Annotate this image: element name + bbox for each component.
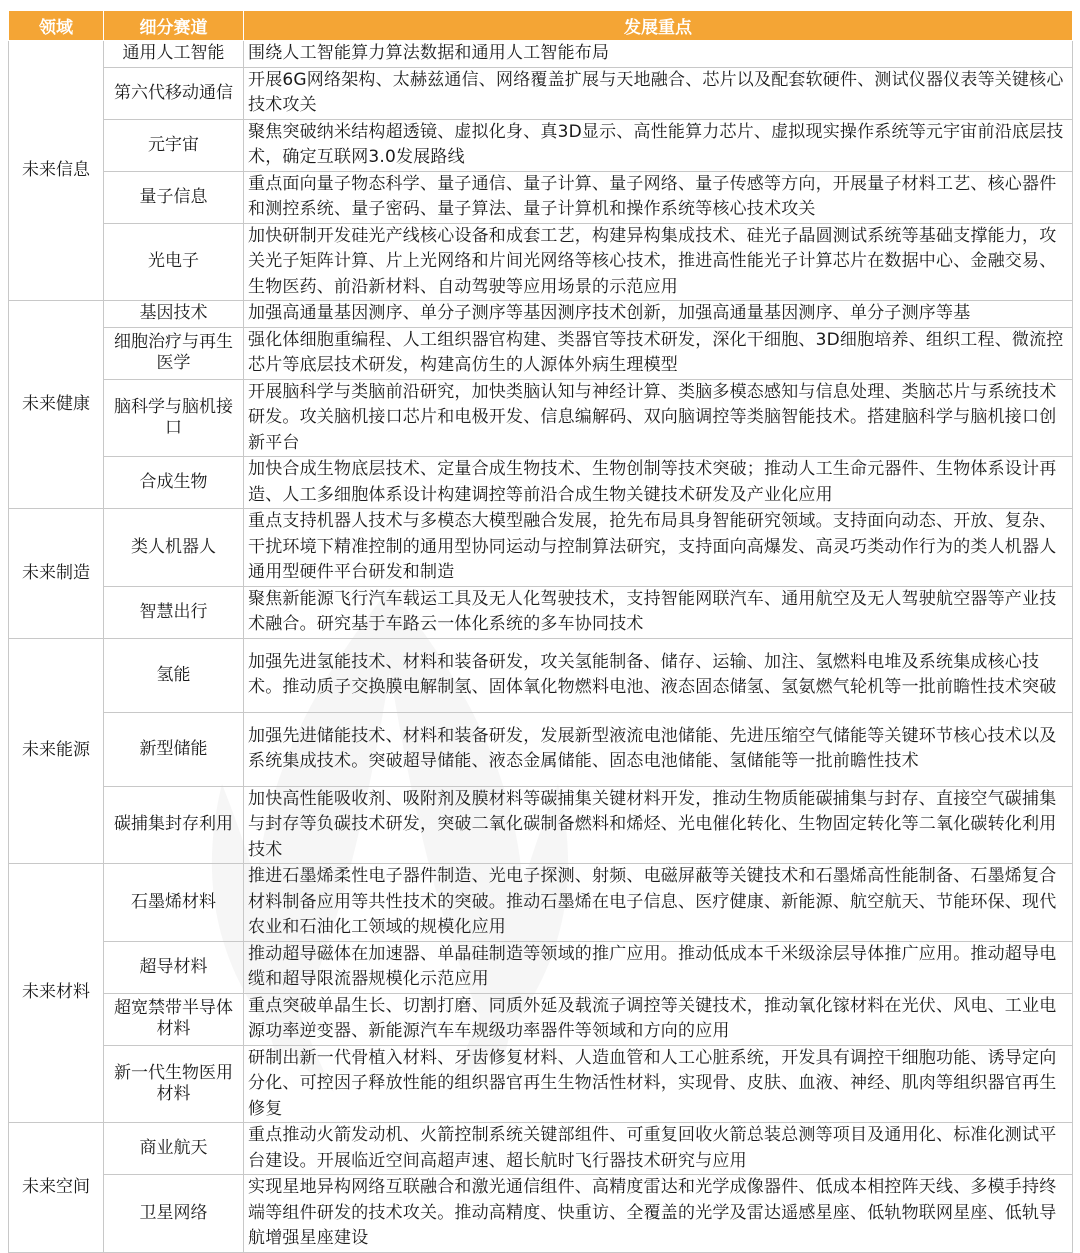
track-cell: 第六代移动通信: [104, 67, 244, 119]
focus-cell: 加快高性能吸收剂、吸附剂及膜材料等碳捕集关键材料开发，推动生物质能碳捕集与封存、直接空气碳捕集与封存等负碳技术研发，突破二氧化碳制备燃料和烯烃、光电催化转化、生物固定转化等二氧化碳转化利用技术: [244, 786, 1073, 864]
focus-cell: 加强高通量基因测序、单分子测序等基因测序技术创新，加强高通量基因测序、单分子测序等基: [244, 301, 1073, 328]
domain-cell: 未来空间: [9, 1123, 104, 1253]
track-cell: 超宽禁带半导体材料: [104, 993, 244, 1045]
track-cell: 超导材料: [104, 941, 244, 993]
focus-cell: 实现星地异构网络互联融合和激光通信组件、高精度雷达和光学成像器件、低成本相控阵天线、多模手持终端等组件研发的技术攻关。推动高精度、快重访、全覆盖的光学及雷达遥感星座、低轨物联网星座、低轨导航增强星座建设: [244, 1175, 1073, 1253]
track-cell: 卫星网络: [104, 1175, 244, 1253]
domain-cell: 未来信息: [9, 41, 104, 301]
domain-cell: 未来健康: [9, 301, 104, 509]
table-row: [9, 993, 1073, 1045]
table-row: [9, 786, 1073, 864]
track-cell: 基因技术: [104, 301, 244, 328]
table-row: [9, 223, 1073, 301]
table-row: [9, 712, 1073, 786]
track-cell: 量子信息: [104, 171, 244, 223]
track-cell: 合成生物: [104, 457, 244, 509]
table-row: [9, 1045, 1073, 1123]
table-row: [9, 171, 1073, 223]
table-row: [9, 586, 1073, 638]
focus-cell: 推进石墨烯柔性电子器件制造、光电子探测、射频、电磁屏蔽等关键技术和石墨烯高性能制备、石墨烯复合材料制备应用等共性技术的突破。推动石墨烯在电子信息、医疗健康、新能源、航空航天、节能环保、现代农业和石油化工领域的规模化应用: [244, 864, 1073, 942]
focus-cell: 围绕人工智能算力算法数据和通用人工智能布局: [244, 41, 1073, 68]
focus-cell: 开展脑科学与类脑前沿研究，加快类脑认知与神经计算、类脑多模态感知与信息处理、类脑芯片与系统技术研发。攻关脑机接口芯片和电极开发、信息编解码、双向脑调控等类脑智能技术。搭建脑科学与脑机接口创新平台: [244, 379, 1073, 457]
domain-cell: 未来制造: [9, 509, 104, 639]
table-row: [9, 119, 1073, 171]
track-cell: 商业航天: [104, 1123, 244, 1175]
table-row: [9, 1123, 1073, 1175]
track-cell: 元宇宙: [104, 119, 244, 171]
track-cell: 智慧出行: [104, 586, 244, 638]
focus-cell: 重点面向量子物态科学、量子通信、量子计算、量子网络、量子传感等方向，开展量子材料工艺、核心器件和测控系统、量子密码、量子算法、量子计算机和操作系统等核心技术攻关: [244, 171, 1073, 223]
focus-cell: 聚焦新能源飞行汽车载运工具及无人化驾驶技术，支持智能网联汽车、通用航空及无人驾驶航空器等产业技术融合。研究基于车路云一体化系统的多车协同技术: [244, 586, 1073, 638]
focus-cell: 加强先进储能技术、材料和装备研发，发展新型液流电池储能、先进压缩空气储能等关键环节核心技术以及系统集成技术。突破超导储能、液态金属储能、固态电池储能、氢储能等一批前瞻性技术: [244, 712, 1073, 786]
track-cell: 通用人工智能: [104, 41, 244, 68]
focus-cell: 开展6G网络架构、太赫兹通信、网络覆盖扩展与天地融合、芯片以及配套软硬件、测试仪器仪表等关键核心技术攻关: [244, 67, 1073, 119]
table-row: [9, 509, 1073, 587]
focus-cell: 加快研制开发硅光产线核心设备和成套工艺，构建异构集成技术、硅光子晶圆测试系统等基础支撑能力，攻关光子矩阵计算、片上光网络和片间光网络等核心技术，推进高性能光子计算芯片在数据中心、金融交易、生物医药、前沿新材料、自动驾驶等应用场景的示范应用: [244, 223, 1073, 301]
track-cell: 石墨烯材料: [104, 864, 244, 942]
focus-cell: 重点突破单晶生长、切割打磨、同质外延及载流子调控等关键技术，推动氧化镓材料在光伏、风电、工业电源功率逆变器、新能源汽车车规级功率器件等领域和方向的应用: [244, 993, 1073, 1045]
track-cell: 新型储能: [104, 712, 244, 786]
focus-cell: 聚焦突破纳米结构超透镜、虚拟化身、真3D显示、高性能算力芯片、虚拟现实操作系统等元宇宙前沿底层技术，确定互联网3.0发展路线: [244, 119, 1073, 171]
table-row: [9, 301, 1073, 328]
focus-cell: 加强先进氢能技术、材料和装备研发，攻关氢能制备、储存、运输、加注、氢燃料电堆及系统集成核心技术。推动质子交换膜电解制氢、固体氧化物燃料电池、液态固态储氢、氢氨燃气轮机等一批前瞻性技术突破: [244, 638, 1073, 712]
domain-cell: 未来能源: [9, 638, 104, 864]
table-row: [9, 327, 1073, 379]
track-cell: 光电子: [104, 223, 244, 301]
track-cell: 类人机器人: [104, 509, 244, 587]
header-domain: 领域: [9, 11, 104, 41]
tech-focus-table: [8, 10, 1073, 1253]
focus-cell: 加快合成生物底层技术、定量合成生物技术、生物创制等技术突破；推动人工生命元器件、生物体系设计再造、人工多细胞体系设计构建调控等前沿合成生物关键技术研发及产业化应用: [244, 457, 1073, 509]
table-row: [9, 864, 1073, 942]
table-row: [9, 41, 1073, 68]
focus-cell: 重点支持机器人技术与多模态大模型融合发展，抢先布局具身智能研究领域。支持面向动态、开放、复杂、干扰环境下精准控制的通用型协同运动与控制算法研究，支持面向高爆发、高灵巧类动作行为的类人机器人通用型硬件平台研发和制造: [244, 509, 1073, 587]
track-cell: 脑科学与脑机接口: [104, 379, 244, 457]
track-cell: 细胞治疗与再生医学: [104, 327, 244, 379]
track-cell: 新一代生物医用材料: [104, 1045, 244, 1123]
focus-cell: 研制出新一代骨植入材料、牙齿修复材料、人造血管和人工心脏系统，开发具有调控干细胞功能、诱导定向分化、可控因子释放性能的组织器官再生生物活性材料，实现骨、皮肤、血液、神经、肌肉等组织器官再生修复: [244, 1045, 1073, 1123]
focus-cell: 强化体细胞重编程、人工组织器官构建、类器官等技术研发，深化干细胞、3D细胞培养、组织工程、微流控芯片等底层技术研发，构建高仿生的人源体外病生理模型: [244, 327, 1073, 379]
table-row: [9, 67, 1073, 119]
header-track: 细分赛道: [104, 11, 244, 41]
track-cell: 碳捕集封存利用: [104, 786, 244, 864]
focus-cell: 推动超导磁体在加速器、单晶硅制造等领域的推广应用。推动低成本千米级涂层导体推广应用。推动超导电缆和超导限流器规模化示范应用: [244, 941, 1073, 993]
table-row: [9, 1175, 1073, 1253]
table-header-row: [9, 11, 1073, 41]
table-row: [9, 638, 1073, 712]
domain-cell: 未来材料: [9, 864, 104, 1123]
table-row: [9, 379, 1073, 457]
table-row: [9, 457, 1073, 509]
table-body: [9, 41, 1073, 1253]
focus-cell: 重点推动火箭发动机、火箭控制系统关键部组件、可重复回收火箭总装总测等项目及通用化、标准化测试平台建设。开展临近空间高超声速、超长航时飞行器技术研究与应用: [244, 1123, 1073, 1175]
track-cell: 氢能: [104, 638, 244, 712]
table-row: [9, 941, 1073, 993]
header-focus: 发展重点: [244, 11, 1073, 41]
